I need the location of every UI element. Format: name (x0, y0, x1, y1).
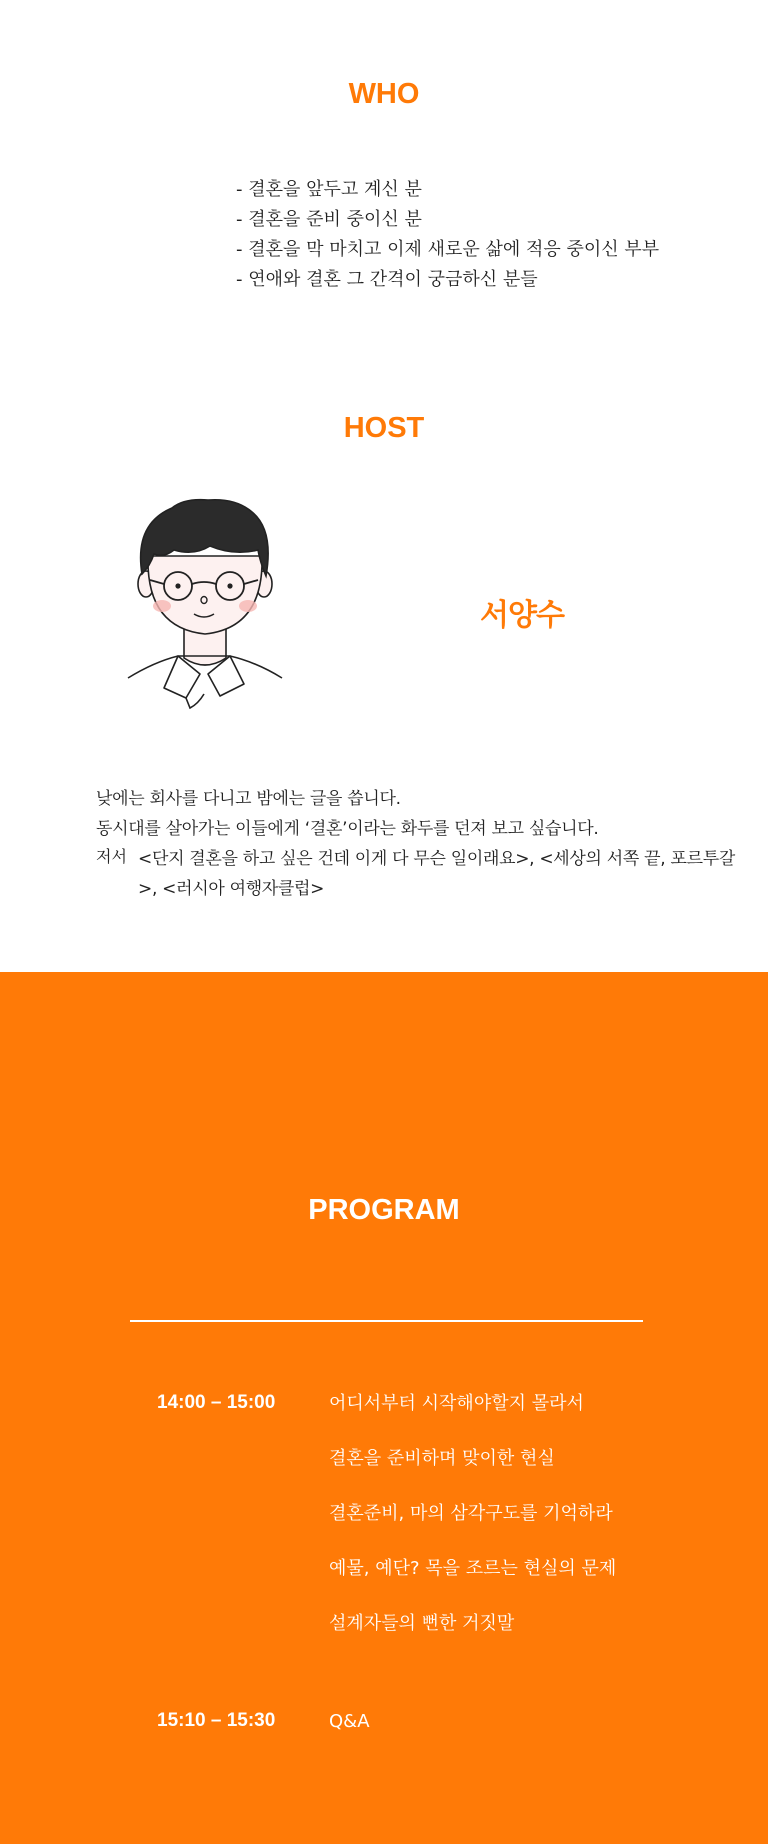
host-bio (96, 784, 756, 904)
host-avatar-illustration (124, 496, 286, 712)
session-topic-list (329, 1392, 616, 1667)
session-topic: Q&A (329, 1711, 370, 1732)
session-topic: 결혼을 준비하며 맞이한 현실 (329, 1448, 555, 1469)
host-bio-line: 동시대를 살아가는 이들에게 ‘결혼’이라는 화두를 던져 보고 싶습니다. (96, 819, 599, 839)
session-topic: 결혼준비, 마의 삼각구도를 기억하라 (329, 1503, 613, 1524)
session-time: 14:00 – 15:00 (157, 1392, 276, 1413)
host-books-list: <단지 결혼을 하고 싶은 건데 이게 다 무슨 일이래요>, <세상의 서쪽 끝, 포르투갈>, <러시아 여행자클럽> (138, 849, 735, 899)
who-item: - 결혼을 앞두고 계신 분 (236, 179, 422, 200)
session-topic: 설계자들의 뻔한 거짓말 (329, 1613, 515, 1634)
who-item: - 결혼을 준비 중이신 분 (236, 209, 422, 230)
host-section (0, 400, 768, 970)
who-list (236, 175, 659, 295)
host-bio-line: 낮에는 회사를 다니고 밤에는 글을 씁니다. (96, 789, 401, 809)
host-books-row (96, 844, 756, 904)
program-divider (130, 1320, 643, 1322)
who-item: - 연애와 결혼 그 간격이 궁금하신 분들 (236, 269, 538, 290)
session-time: 15:10 – 15:30 (157, 1710, 276, 1731)
who-item: - 결혼을 막 마치고 이제 새로운 삶에 적응 중이신 부부 (236, 239, 660, 260)
program-section (0, 972, 768, 1844)
who-section (0, 0, 768, 330)
session-topic-list (329, 1710, 370, 1765)
session-topic: 어디서부터 시작해야할지 몰라서 (329, 1393, 584, 1414)
who-title: WHO (348, 78, 420, 110)
host-name: 서양수 (480, 598, 564, 633)
program-title: PROGRAM (308, 1194, 460, 1226)
host-books-label: 저서 (96, 847, 127, 866)
session-topic: 예물, 예단? 목을 조르는 현실의 문제 (329, 1558, 617, 1579)
host-title: HOST (343, 412, 425, 444)
